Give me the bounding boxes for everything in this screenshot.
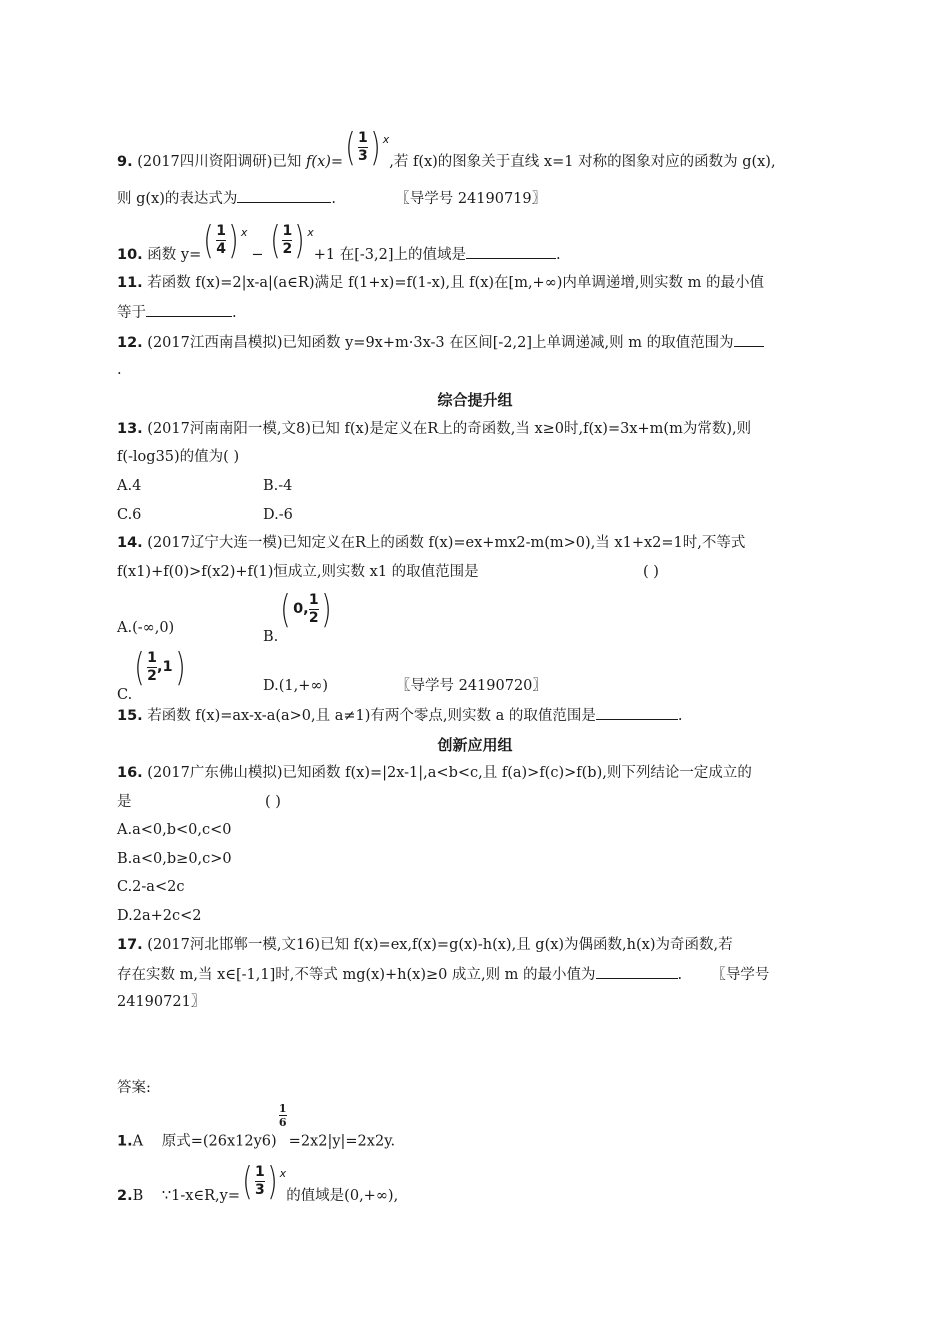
answer-number: 2. [117, 1188, 133, 1204]
question-11-line-2 [117, 302, 237, 323]
question-number: 16. [117, 765, 143, 781]
fraction-denominator: 4 [216, 240, 226, 257]
answer-1 [117, 1102, 396, 1155]
reference-number: 〖导学号 [711, 967, 770, 983]
answer-letter: A [132, 1133, 144, 1150]
question-number: 17. [117, 937, 143, 953]
question-number: 12. [117, 335, 143, 351]
fraction-power: ( 1 3 ) x [345, 125, 390, 169]
answer-text: ∵1-x∈R,y= [161, 1188, 241, 1204]
option-d[interactable]: D.-6 [263, 507, 293, 523]
fraction-power: ( 1 2 ) x [269, 218, 314, 262]
option-d[interactable]: D.(1,+∞) [263, 678, 329, 694]
fraction-denominator: 6 [278, 1116, 287, 1129]
question-10 [117, 218, 561, 265]
fraction-denominator: 2 [308, 609, 319, 626]
answer-text: 的值域是(0,+∞), [286, 1188, 399, 1204]
period: . [556, 247, 561, 263]
fraction-denominator: 2 [282, 240, 293, 257]
fraction-denominator: 3 [254, 1181, 265, 1198]
answer-number: 1. [117, 1133, 133, 1150]
question-text: f(x1)+f(0)>f(x2)+f(1)恒成立,则实数 x1 的取值范围是 [117, 564, 479, 580]
answer-blank[interactable] [734, 332, 764, 347]
answer-blank[interactable] [146, 302, 232, 317]
option-a[interactable]: A.a<0,b<0,c<0 [117, 822, 232, 838]
fraction-exponent [279, 1102, 287, 1129]
fraction-numerator: 1 [254, 1163, 265, 1180]
question-number: 15. [117, 708, 143, 724]
question-number: 13. [117, 421, 143, 437]
fraction-denominator: 3 [358, 147, 368, 164]
exponent: x [279, 1167, 287, 1180]
answer-text: =2x2|y|=2x2y. [288, 1133, 396, 1150]
option-d[interactable]: D.2a+2c<2 [117, 908, 202, 924]
section-heading: 创新应用组 [437, 736, 513, 754]
answer-blank[interactable] [596, 705, 678, 720]
answer-letter: B [132, 1188, 144, 1204]
fraction-numerator: 1 [216, 222, 226, 239]
interval-start: 0, [293, 601, 309, 617]
question-text: ,若 f(x)的图象关于直线 x=1 对称的图象对应的函数为 g(x), [389, 154, 776, 170]
question-9-line-2 [117, 188, 546, 209]
answer-paren: ( ) [643, 564, 659, 580]
question-14-line-1 [117, 533, 745, 553]
question-12-line-1 [117, 332, 764, 353]
option-a[interactable]: A.(-∞,0) [117, 620, 175, 636]
reference-number: 〖导学号 24190720〗 [396, 678, 547, 694]
fraction-numerator: 1 [308, 591, 319, 608]
fraction-denominator: 2 [147, 667, 157, 684]
question-16-line-2 [117, 792, 132, 812]
answer-paren: ( ) [265, 794, 281, 810]
fraction-power: ( 1 4 ) x [203, 218, 248, 262]
question-text: 函数 y= [147, 247, 202, 263]
question-11-line-1 [117, 273, 764, 293]
exponent: x [382, 133, 390, 146]
question-text: (2017河南南阳一模,文8)已知 f(x)是定义在R上的奇函数,当 x≥0时,f(x)=3x+m(m为常数),则 [147, 421, 752, 437]
question-17-line-2 [117, 964, 769, 985]
option-c[interactable]: C.2-a<2c [117, 879, 185, 895]
answers-label: 答案: [117, 1080, 151, 1096]
question-text: (2017广东佛山模拟)已知函数 f(x)=|2x-1|,a<b<c,且 f(a)>f(c)>f(b),则下列结论一定成立的 [147, 765, 752, 781]
question-number: 9. [117, 154, 133, 170]
question-17-line-1 [117, 935, 733, 955]
period: . [331, 191, 336, 207]
question-text: 若函数 f(x)=2|x-a|(a∈R)满足 f(1+x)=f(1-x),且 f(x)在[m,+∞)内单调递增,则实数 m 的最小值 [147, 275, 765, 291]
question-text: (2017辽宁大连一模)已知定义在R上的函数 f(x)=ex+mx2-m(m>0),当 x1+x2=1时,不等式 [147, 535, 746, 551]
fraction-numerator: 1 [358, 129, 368, 146]
answer-blank[interactable] [596, 964, 678, 979]
answer-blank[interactable] [237, 188, 331, 203]
question-text: 则 g(x)的表达式为 [117, 191, 238, 207]
question-17-line-3: 24190721〗 [117, 994, 206, 1010]
question-number: 14. [117, 535, 143, 551]
question-13-line-2 [117, 447, 239, 467]
question-number: 10. [117, 247, 143, 263]
question-text: 存在实数 m,当 x∈[-1,1]时,不等式 mg(x)+h(x)≥0 成立,则 m 的最小值为 [117, 967, 596, 983]
fraction-power: ( 1 3 ) x [242, 1159, 287, 1203]
question-source: (2017四川资阳调研)已知 [137, 154, 302, 170]
question-9-line-1 [117, 125, 776, 172]
fraction-numerator: 1 [147, 649, 157, 666]
option-c[interactable]: C.6 [117, 507, 142, 523]
question-14-line-2 [117, 562, 479, 582]
exponent: x [307, 226, 314, 239]
answer-2 [117, 1159, 399, 1206]
question-16-line-1 [117, 763, 752, 783]
fraction-numerator: 1 [278, 1102, 287, 1115]
function-label: f(x)= [306, 154, 344, 170]
period: . [677, 967, 683, 983]
question-15 [117, 705, 683, 726]
interval: ( 0, 1 2 ) [280, 587, 332, 631]
reference-number: 〖导学号 24190719〗 [395, 191, 547, 207]
question-text: +1 在[-3,2]上的值域是 [313, 247, 467, 263]
answer-text: 原式=(26x12y6) [161, 1133, 277, 1150]
period: . [232, 305, 237, 321]
minus-sign: − [251, 247, 264, 263]
question-text: 是 [117, 794, 132, 810]
option-label: C. [117, 687, 133, 703]
question-text: (2017河北邯郸一模,文16)已知 f(x)=ex,f(x)=g(x)-h(x),且 g(x)为偶函数,h(x)为奇函数,若 [147, 937, 733, 953]
option-b[interactable] [263, 587, 334, 645]
fraction-numerator: 1 [282, 222, 293, 239]
question-13-line-1 [117, 419, 751, 439]
option-a[interactable]: A.4 [117, 478, 142, 494]
period: . [677, 708, 683, 724]
question-text: (2017江西南昌模拟)已知函数 y=9x+m·3x-3 在区间[-2,2]上单调递减,则 m 的取值范围为 [147, 335, 734, 351]
question-12-line-2 [117, 360, 122, 380]
interval: ( 1 2 ,1 ) [134, 645, 186, 689]
interval-end: ,1 [157, 659, 173, 675]
option-label: B. [263, 629, 279, 645]
question-number: 11. [117, 275, 143, 291]
question-text: f(-log35)的值为( ) [117, 449, 240, 465]
answer-blank[interactable] [466, 244, 556, 259]
section-heading: 综合提升组 [437, 391, 513, 409]
option-b[interactable]: B.-4 [263, 478, 293, 494]
option-b[interactable]: B.a<0,b≥0,c>0 [117, 851, 232, 867]
question-text: . [117, 362, 122, 378]
question-text: 若函数 f(x)=ax-x-a(a>0,且 a≠1)有两个零点,则实数 a 的取值范围是 [147, 708, 596, 724]
question-text: 等于 [117, 305, 146, 321]
option-c[interactable] [117, 645, 187, 703]
exponent: x [240, 226, 248, 239]
